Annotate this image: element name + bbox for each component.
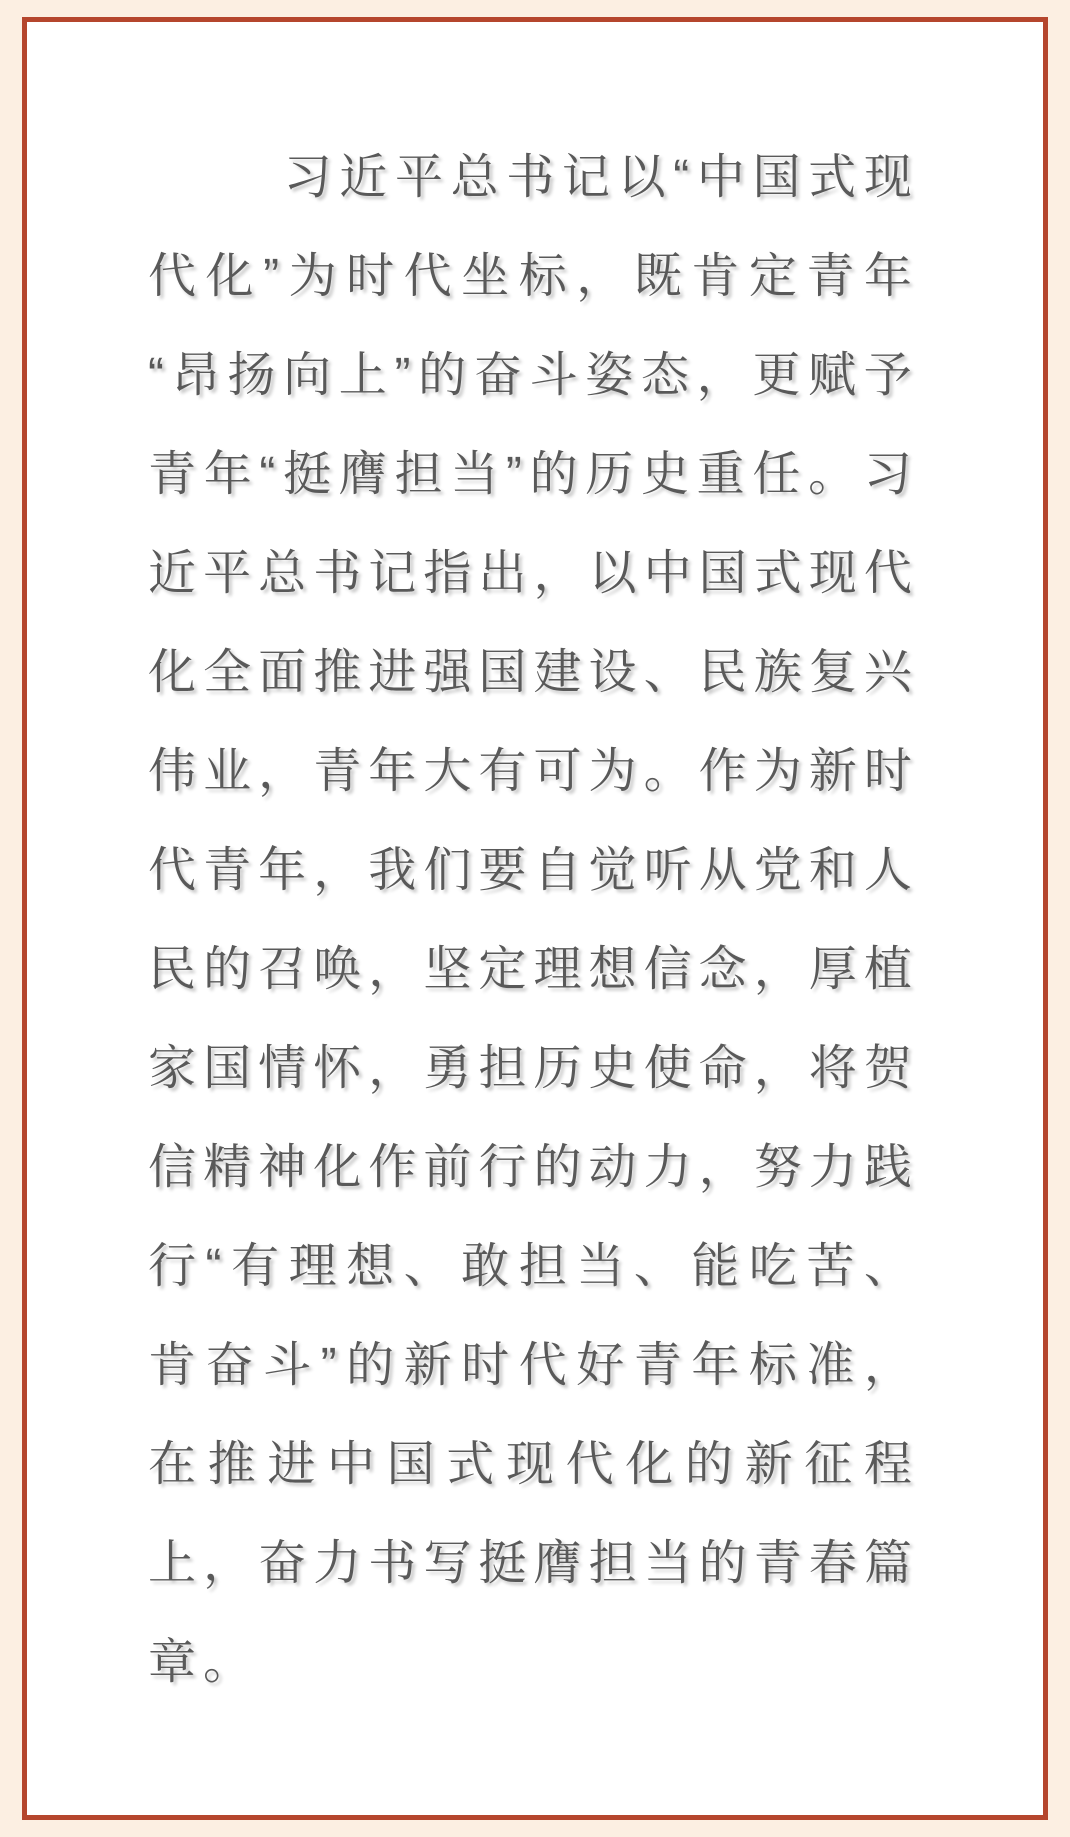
text-character: 想 [346,1239,395,1293]
text-character: ， [368,1041,417,1095]
article-paragraph [148,128,912,1712]
text-character: 史 [588,1041,637,1095]
text-character: 既 [633,249,682,303]
text-character: 更 [752,348,801,402]
text-character: 从 [698,843,747,897]
text-character: 努 [753,1140,802,1194]
text-character: ， [533,546,582,600]
text-character: 为 [288,249,337,303]
text-character: 代 [148,843,197,897]
text-character: 信 [643,942,692,996]
text-character: 。 [808,447,857,501]
text-character: 。 [203,1635,252,1689]
text-character: 的 [684,1437,733,1491]
text-character: 推 [313,645,362,699]
text-line [148,1316,912,1415]
text-character: 态 [640,348,689,402]
text-character: 国 [478,645,527,699]
text-character: 予 [863,348,912,402]
text-character: 族 [753,645,802,699]
text-character: 担 [478,1041,527,1095]
text-character: 青 [633,1338,682,1392]
text-character: 国 [752,150,801,204]
text-character: 命 [698,1041,747,1095]
text-character: 行 [148,1239,197,1293]
text-character: 坐 [461,249,510,303]
text-character: “ [148,348,164,402]
text-character: 记 [368,546,417,600]
text-character: 征 [804,1437,853,1491]
text-character: 程 [863,1437,912,1491]
text-line [148,227,912,326]
text-character: 担 [588,1536,637,1590]
text-character: 化 [148,645,197,699]
text-character: 面 [258,645,307,699]
text-character: 建 [533,645,582,699]
text-character: 我 [368,843,417,897]
text-line [148,1613,912,1712]
text-character: 青 [313,744,362,798]
text-character: ” [394,348,411,402]
text-character: 膺 [338,447,387,501]
text-character: 书 [368,1536,417,1590]
text-character: 化 [313,1140,362,1194]
text-character: 情 [258,1041,307,1095]
text-character: 当 [450,447,499,501]
text-character: 力 [313,1536,362,1590]
text-character: 敢 [461,1239,510,1293]
text-line [148,623,912,722]
text-character: 好 [576,1338,625,1392]
text-character: 复 [808,645,857,699]
text-character: 现 [808,546,857,600]
text-character: 重 [696,447,745,501]
text-character: 奋 [258,1536,307,1590]
text-character: 记 [561,150,610,204]
text-character: 党 [753,843,802,897]
text-character: 想 [588,942,637,996]
text-character: 时 [461,1338,510,1392]
text-character: 式 [808,150,857,204]
text-character: 春 [808,1536,857,1590]
text-character: 吃 [748,1239,797,1293]
text-character: 化 [205,249,254,303]
text-character: 精 [203,1140,252,1194]
text-character: ， [313,843,362,897]
text-character: 的 [203,942,252,996]
text-character: 民 [148,942,197,996]
text-character: 动 [588,1140,637,1194]
text-character: 现 [863,150,912,204]
text-character: 强 [423,645,472,699]
text-character: 向 [283,348,332,402]
text-character: 、 [633,1239,682,1293]
text-line [148,1217,912,1316]
text-character: 全 [203,645,252,699]
text-character: 自 [533,843,582,897]
text-character: “ [205,1239,222,1293]
text-line [148,326,912,425]
text-character: 、 [643,645,692,699]
text-character: 在 [148,1437,197,1491]
text-line [148,821,912,920]
text-character: 年 [368,744,417,798]
text-character: 的 [698,1536,747,1590]
text-character: 们 [423,843,472,897]
text-character: 习 [283,150,332,204]
text-character: 怀 [313,1041,362,1095]
text-character: 式 [753,546,802,600]
text-character: 章 [148,1635,197,1689]
text-character: 厚 [808,942,857,996]
text-character: 新 [744,1437,793,1491]
text-character: 历 [533,1041,582,1095]
text-character: “ [673,150,690,204]
text-character: ， [753,942,802,996]
text-character: 植 [863,942,912,996]
text-line [148,722,912,821]
text-character: 以 [617,150,666,204]
text-character: 贺 [863,1041,912,1095]
text-character: 历 [585,447,634,501]
text-character: 的 [533,1140,582,1194]
text-character: 为 [588,744,637,798]
text-character: 上 [338,348,387,402]
text-character: 可 [533,744,582,798]
text-character: ， [698,1140,747,1194]
text-character: ” [320,1338,337,1392]
text-character: 设 [588,645,637,699]
text-character: 进 [368,645,417,699]
text-character: 要 [478,843,527,897]
text-line [148,1019,912,1118]
text-character: 作 [368,1140,417,1194]
text-character: 斗 [529,348,578,402]
text-character: 坚 [423,942,472,996]
text-character: 平 [394,150,443,204]
text-character: 大 [423,744,472,798]
text-character: 力 [643,1140,692,1194]
text-character: ， [696,348,745,402]
text-character: ， [576,249,625,303]
text-character: 中 [643,546,692,600]
text-character: 家 [148,1041,197,1095]
text-character: 奋 [205,1338,254,1392]
text-character: 标 [748,1338,797,1392]
text-character: 召 [258,942,307,996]
text-character: 当 [576,1239,625,1293]
text-character: ， [863,1338,912,1392]
text-character: 理 [533,942,582,996]
text-character: 式 [446,1437,495,1491]
text-line [148,128,912,227]
text-character: 出 [478,546,527,600]
text-character: 信 [148,1140,197,1194]
text-character: 觉 [588,843,637,897]
text-character: 时 [863,744,912,798]
text-character: 指 [423,546,472,600]
text-character: 进 [267,1437,316,1491]
text-character: 苦 [806,1239,855,1293]
text-character: 的 [346,1338,395,1392]
text-character: 习 [863,447,912,501]
text-character: 听 [643,843,692,897]
text-character: ， [203,1536,252,1590]
text-character: 使 [643,1041,692,1095]
text-line [148,1415,912,1514]
text-character: 国 [698,546,747,600]
text-character: 的 [418,348,467,402]
text-character: ， [368,942,417,996]
text-line [148,1514,912,1613]
text-character: 青 [148,447,197,501]
text-character: 念 [698,942,747,996]
text-line [148,1118,912,1217]
text-character: 。 [643,744,692,798]
text-character: 中 [326,1437,375,1491]
text-character: 代 [403,249,452,303]
text-character: 近 [148,546,197,600]
text-character: 民 [698,645,747,699]
text-character: 、 [863,1239,912,1293]
text-character: 人 [863,843,912,897]
text-line [148,920,912,1019]
text-character: 为 [753,744,802,798]
text-character: 代 [565,1437,614,1491]
text-character: 和 [808,843,857,897]
text-character: 理 [288,1239,337,1293]
text-character: 肯 [148,1338,197,1392]
text-character: 践 [863,1140,912,1194]
text-character: ， [258,744,307,798]
text-character: ， [753,1041,802,1095]
text-character: 推 [207,1437,256,1491]
text-character: 的 [529,447,578,501]
text-line [148,425,912,524]
text-character: 兴 [863,645,912,699]
text-character: “ [259,447,276,501]
text-character: 挺 [283,447,332,501]
text-character: 有 [231,1239,280,1293]
text-character: 新 [403,1338,452,1392]
text-character: 国 [386,1437,435,1491]
text-character: 准 [806,1338,855,1392]
text-character: 担 [394,447,443,501]
text-character: 史 [640,447,689,501]
text-character: 新 [808,744,857,798]
text-character: 神 [258,1140,307,1194]
text-line [148,524,912,623]
text-character: 青 [203,843,252,897]
text-character: 以 [588,546,637,600]
text-character: 膺 [533,1536,582,1590]
text-character: 定 [478,942,527,996]
text-character: 时 [346,249,395,303]
text-character: 定 [748,249,797,303]
text-character: 、 [403,1239,452,1293]
text-character: 伟 [148,744,197,798]
text-character: 书 [506,150,555,204]
text-character: 力 [808,1140,857,1194]
text-character: 昂 [171,348,220,402]
article-card [22,17,1048,1820]
text-character: ” [263,249,280,303]
text-character: 青 [753,1536,802,1590]
text-character: 年 [203,447,252,501]
text-character: 书 [313,546,362,600]
text-character: 勇 [423,1041,472,1095]
text-character: 唤 [313,942,362,996]
text-character: 总 [450,150,499,204]
text-character: 化 [625,1437,674,1491]
text-character: 肯 [691,249,740,303]
text-character: 业 [203,744,252,798]
text-character: 中 [696,150,745,204]
text-character: 任 [752,447,801,501]
text-character: 斗 [263,1338,312,1392]
text-character: 挺 [478,1536,527,1590]
text-character: 国 [203,1041,252,1095]
text-character: 将 [808,1041,857,1095]
text-character: 当 [643,1536,692,1590]
text-character: 扬 [227,348,276,402]
text-character: 代 [863,546,912,600]
text-character: 担 [518,1239,567,1293]
text-character: 标 [518,249,567,303]
text-character: 青 [806,249,855,303]
text-character: 前 [423,1140,472,1194]
text-character: 篇 [863,1536,912,1590]
text-character: 平 [203,546,252,600]
text-character: 行 [478,1140,527,1194]
text-character: 年 [863,249,912,303]
text-character: 能 [691,1239,740,1293]
text-character: 年 [258,843,307,897]
text-character: 作 [698,744,747,798]
text-character: 代 [148,249,197,303]
text-character: 总 [258,546,307,600]
text-character: 姿 [585,348,634,402]
paragraph-indent [148,177,276,178]
text-character: 年 [691,1338,740,1392]
text-character: 近 [339,150,388,204]
text-character: 上 [148,1536,197,1590]
text-character: 奋 [473,348,522,402]
text-character: 代 [518,1338,567,1392]
text-character: ” [505,447,522,501]
text-character: 有 [478,744,527,798]
text-character: 赋 [808,348,857,402]
text-character: 写 [423,1536,472,1590]
text-character: 现 [505,1437,554,1491]
